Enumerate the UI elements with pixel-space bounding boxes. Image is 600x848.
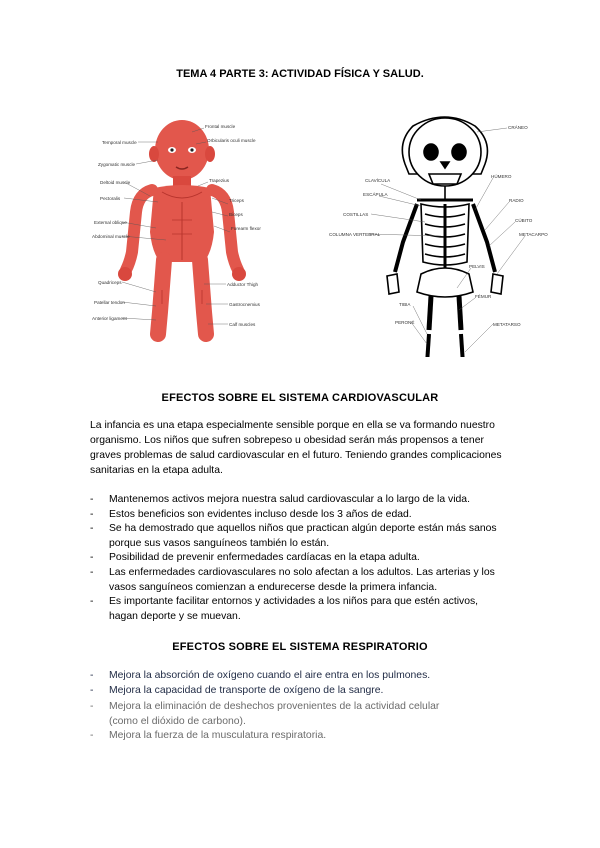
label-pelvis: PELVIS xyxy=(469,264,485,269)
resp-bullet-list-dark xyxy=(90,669,530,698)
label-triceps: Triceps xyxy=(229,198,244,203)
skeleton-diagram xyxy=(325,112,550,357)
label-radio: RADIO xyxy=(509,198,524,203)
anatomy-figures xyxy=(0,112,600,362)
label-metacarpo: METACARPO xyxy=(519,232,548,237)
cardio-line: sanitarias en la etapa adulta. xyxy=(90,465,223,476)
list-item: - Mantenemos activos mejora nuestra salud cardiovascular a lo largo de la vida. xyxy=(90,494,470,505)
label-quadriceps: Quadriceps xyxy=(98,280,122,285)
label-craneo: CRÁNEO xyxy=(508,125,528,130)
cardio-heading: EFECTOS SOBRE EL SISTEMA CARDIOVASCULAR xyxy=(161,392,439,404)
label-femur: FÉMUR xyxy=(475,294,492,299)
label-metatarso: METATARSO xyxy=(493,322,521,327)
label-perone: PERONÉ xyxy=(395,320,415,325)
cardio-line: graves problemas de salud cardiovascular en el futuro. Teniendo grandes complicaciones xyxy=(90,450,502,461)
label-clavicula: CLAVÍCULA xyxy=(365,178,391,183)
label-adductor: Adductor Thigh xyxy=(227,282,259,287)
label-costillas: COSTILLAS xyxy=(343,212,369,217)
cardio-paragraph xyxy=(90,418,520,478)
label-gastrocnemius: Gastrocnemius xyxy=(229,302,260,307)
label-zygomatic: Zygomatic muscle xyxy=(98,162,136,167)
label-deltoid: Deltoid muscle xyxy=(100,180,131,185)
list-item: - Es importante facilitar entornos y actividades a los niños para que estén activos, hagan deporte y se muevan. xyxy=(90,596,479,622)
page-title: TEMA 4 PARTE 3: ACTIVIDAD FÍSICA Y SALUD. xyxy=(176,68,424,80)
label-temporal: Temporal muscle xyxy=(102,140,137,145)
list-item: - Estos beneficios son evidentes incluso desde los 3 años de edad. xyxy=(90,508,412,520)
list-item: - Mejora la eliminación de deshechos provenientes de la actividad celular (como el dióxido de carbono). xyxy=(90,701,440,727)
label-anterior-ligament: Anterior ligament xyxy=(92,316,127,321)
label-orbicularis: Orbicularis oculi muscle xyxy=(207,138,256,143)
resp-bullet-list-gray xyxy=(90,700,530,744)
label-tibia: TIBIA xyxy=(399,302,411,307)
label-abdominal: Abdominal muscle xyxy=(92,234,130,239)
list-item: - Mejora la absorción de oxígeno cuando el aire entra en los pulmones. xyxy=(90,670,431,681)
muscle-body xyxy=(118,120,246,334)
cardio-line: organismo. Los niños que sufren sobrepeso u obesidad serán más propensos a tener xyxy=(90,435,484,446)
label-biceps: Biceps xyxy=(229,212,243,217)
label-calf: Calf muscles xyxy=(229,322,256,327)
muscle-diagram xyxy=(92,112,272,342)
label-columna: COLUMNA VERTEBRAL xyxy=(329,232,381,237)
label-patellar: Patellar tendon xyxy=(94,300,125,305)
label-trapezius: Trapezius xyxy=(209,178,229,183)
cardio-line: La infancia es una etapa especialmente sensible porque en ella se va formando nuestro xyxy=(90,420,495,431)
list-item: - Mejora la fuerza de la musculatura respiratoria. xyxy=(90,730,327,742)
list-item: - Mejora la capacidad de transporte de oxígeno de la sangre. xyxy=(90,684,384,696)
label-pectoralis: Pectoralis xyxy=(100,196,121,201)
list-item: - Las enfermedades cardiovasculares no solo afectan a los adultos. Las arterias y los vasos sanguíneos comienzan a endurecerse desde la primera infancia. xyxy=(90,566,495,593)
label-cubito: CÚBITO xyxy=(515,218,533,223)
label-frontal: Frontal muscle xyxy=(205,124,236,129)
cardio-bullet-list xyxy=(90,493,530,624)
resp-heading: EFECTOS SOBRE EL SISTEMA RESPIRATORIO xyxy=(172,641,428,653)
label-humero: HÚMERO xyxy=(491,174,512,179)
list-item: - Posibilidad de prevenir enfermedades cardíacas en la etapa adulta. xyxy=(90,552,420,564)
label-forearm: Forearm flexor xyxy=(231,226,261,231)
label-external-oblique: External oblique xyxy=(94,220,127,225)
list-item: - Se ha demostrado que aquellos niños que practican algún deporte están más sanos porque sus vasos sanguíneos también lo están. xyxy=(90,523,497,549)
label-escapula: ESCÁPULA xyxy=(363,192,388,197)
